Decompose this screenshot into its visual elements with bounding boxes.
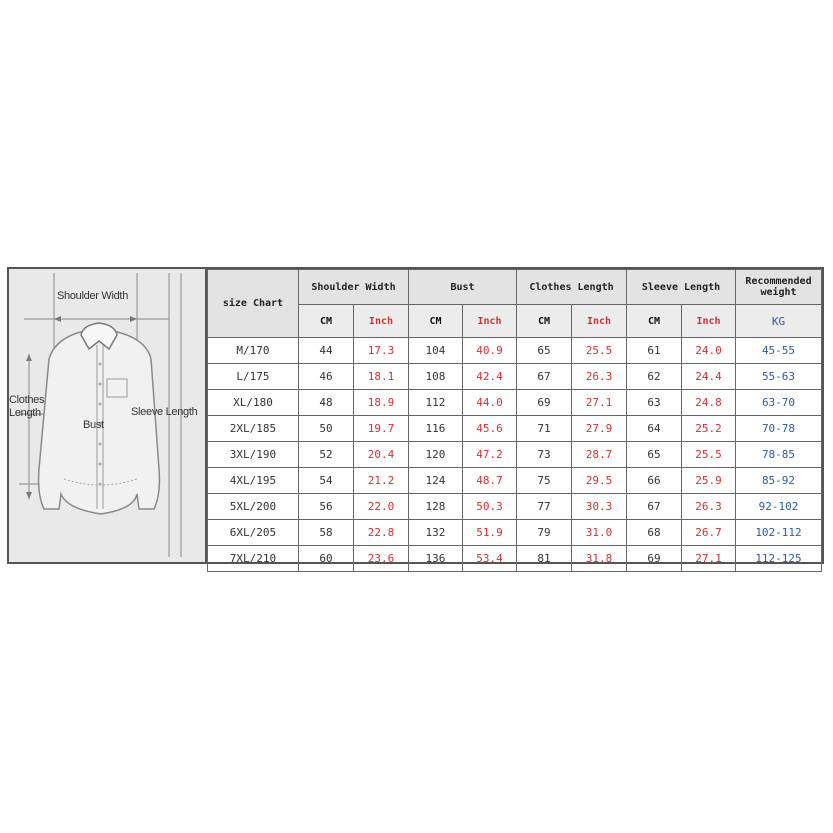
bust-inch-cell: 42.4 <box>462 364 516 390</box>
shoulder-inch-cell: 17.3 <box>353 338 408 364</box>
recommended-weight-line1: Recommended <box>745 276 812 287</box>
table-row <box>207 546 821 572</box>
sleeve-inch-cell: 26.7 <box>682 520 736 546</box>
clothes-length-label-line2: Length <box>9 407 41 419</box>
length-inch-cell: 28.7 <box>571 442 626 468</box>
shoulder-inch-cell: 21.2 <box>353 468 408 494</box>
shoulder-inch-cell: 22.8 <box>353 520 408 546</box>
length-cm-cell: 69 <box>516 390 571 416</box>
length-inch-cell: 25.5 <box>571 338 626 364</box>
table-row <box>207 390 821 416</box>
sleeve-inch-cell: 25.2 <box>682 416 736 442</box>
unit-cm-header: CM <box>627 305 682 338</box>
bust-cm-cell: 108 <box>408 364 462 390</box>
table-row <box>207 416 821 442</box>
clothes-length-label-line1: Clothes <box>9 394 45 406</box>
sleeve-inch-cell: 24.8 <box>682 390 736 416</box>
bust-inch-cell: 47.2 <box>462 442 516 468</box>
bust-cm-cell: 104 <box>408 338 462 364</box>
sleeve-cm-cell: 61 <box>627 338 682 364</box>
size-cell: XL/180 <box>207 390 298 416</box>
weight-cell: 63-70 <box>736 390 822 416</box>
length-cm-cell: 75 <box>516 468 571 494</box>
sleeve-length-label: Sleeve Length <box>131 406 198 418</box>
length-cm-cell: 81 <box>516 546 571 572</box>
unit-inch-header: Inch <box>353 305 408 338</box>
sleeve-inch-cell: 25.9 <box>682 468 736 494</box>
size-cell: L/175 <box>207 364 298 390</box>
bust-inch-cell: 45.6 <box>462 416 516 442</box>
bust-inch-cell: 44.0 <box>462 390 516 416</box>
shoulder-cm-cell: 46 <box>298 364 353 390</box>
table-row <box>207 364 821 390</box>
length-inch-cell: 26.3 <box>571 364 626 390</box>
length-inch-cell: 27.9 <box>571 416 626 442</box>
shoulder-cm-cell: 56 <box>298 494 353 520</box>
bust-label: Bust <box>83 419 104 431</box>
table-row <box>207 520 821 546</box>
shoulder-cm-cell: 60 <box>298 546 353 572</box>
weight-cell: 112-125 <box>736 546 822 572</box>
unit-cm-header: CM <box>408 305 462 338</box>
length-inch-cell: 27.1 <box>571 390 626 416</box>
bust-inch-cell: 40.9 <box>462 338 516 364</box>
shoulder-width-label: Shoulder Width <box>57 290 129 302</box>
bust-cm-cell: 124 <box>408 468 462 494</box>
sleeve-inch-cell: 27.1 <box>682 546 736 572</box>
weight-cell: 78-85 <box>736 442 822 468</box>
bust-cm-cell: 136 <box>408 546 462 572</box>
unit-cm-header: CM <box>298 305 353 338</box>
sleeve-inch-cell: 24.4 <box>682 364 736 390</box>
unit-inch-header: Inch <box>462 305 516 338</box>
recommended-weight-header <box>736 270 822 305</box>
table-row <box>207 442 821 468</box>
size-cell: 5XL/200 <box>207 494 298 520</box>
unit-kg-header: KG <box>736 305 822 338</box>
size-cell: M/170 <box>207 338 298 364</box>
unit-inch-header: Inch <box>571 305 626 338</box>
sleeve-length-header: Sleeve Length <box>627 270 736 305</box>
unit-inch-header: Inch <box>682 305 736 338</box>
size-cell: 7XL/210 <box>207 546 298 572</box>
weight-cell: 45-55 <box>736 338 822 364</box>
bust-inch-cell: 53.4 <box>462 546 516 572</box>
shoulder-cm-cell: 52 <box>298 442 353 468</box>
sleeve-inch-cell: 26.3 <box>682 494 736 520</box>
shoulder-cm-cell: 48 <box>298 390 353 416</box>
shoulder-inch-cell: 19.7 <box>353 416 408 442</box>
shoulder-inch-cell: 23.6 <box>353 546 408 572</box>
shoulder-inch-cell: 18.1 <box>353 364 408 390</box>
length-inch-cell: 31.0 <box>571 520 626 546</box>
sleeve-inch-cell: 25.5 <box>682 442 736 468</box>
size-table <box>207 269 822 572</box>
shoulder-cm-cell: 50 <box>298 416 353 442</box>
sleeve-cm-cell: 66 <box>627 468 682 494</box>
length-inch-cell: 30.3 <box>571 494 626 520</box>
length-cm-cell: 79 <box>516 520 571 546</box>
sleeve-cm-cell: 64 <box>627 416 682 442</box>
shoulder-cm-cell: 58 <box>298 520 353 546</box>
length-inch-cell: 31.8 <box>571 546 626 572</box>
weight-cell: 102-112 <box>736 520 822 546</box>
sleeve-cm-cell: 67 <box>627 494 682 520</box>
table-row <box>207 468 821 494</box>
bust-cm-cell: 120 <box>408 442 462 468</box>
bust-cm-cell: 112 <box>408 390 462 416</box>
table-row <box>207 338 821 364</box>
shoulder-cm-cell: 54 <box>298 468 353 494</box>
recommended-weight-line2: weight <box>760 287 797 298</box>
shoulder-inch-cell: 20.4 <box>353 442 408 468</box>
size-chart-header: size Chart <box>207 270 298 338</box>
length-cm-cell: 71 <box>516 416 571 442</box>
length-inch-cell: 29.5 <box>571 468 626 494</box>
table-row <box>207 494 821 520</box>
bust-header: Bust <box>408 270 516 305</box>
length-cm-cell: 73 <box>516 442 571 468</box>
bust-cm-cell: 132 <box>408 520 462 546</box>
shirt-illustration <box>9 269 207 562</box>
length-cm-cell: 77 <box>516 494 571 520</box>
size-cell: 2XL/185 <box>207 416 298 442</box>
size-cell: 6XL/205 <box>207 520 298 546</box>
weight-cell: 55-63 <box>736 364 822 390</box>
weight-cell: 85-92 <box>736 468 822 494</box>
size-cell: 4XL/195 <box>207 468 298 494</box>
sleeve-inch-cell: 24.0 <box>682 338 736 364</box>
size-rows <box>207 338 821 572</box>
bust-cm-cell: 116 <box>408 416 462 442</box>
weight-cell: 70-78 <box>736 416 822 442</box>
weight-cell: 92-102 <box>736 494 822 520</box>
shoulder-width-header: Shoulder Width <box>298 270 408 305</box>
sleeve-cm-cell: 69 <box>627 546 682 572</box>
size-chart <box>7 267 824 564</box>
length-cm-cell: 65 <box>516 338 571 364</box>
clothes-length-header: Clothes Length <box>516 270 626 305</box>
shoulder-inch-cell: 22.0 <box>353 494 408 520</box>
size-cell: 3XL/190 <box>207 442 298 468</box>
shoulder-cm-cell: 44 <box>298 338 353 364</box>
sleeve-cm-cell: 65 <box>627 442 682 468</box>
unit-cm-header: CM <box>516 305 571 338</box>
bust-inch-cell: 48.7 <box>462 468 516 494</box>
sleeve-cm-cell: 63 <box>627 390 682 416</box>
sleeve-cm-cell: 62 <box>627 364 682 390</box>
bust-cm-cell: 128 <box>408 494 462 520</box>
bust-inch-cell: 51.9 <box>462 520 516 546</box>
sleeve-cm-cell: 68 <box>627 520 682 546</box>
shoulder-inch-cell: 18.9 <box>353 390 408 416</box>
bust-inch-cell: 50.3 <box>462 494 516 520</box>
length-cm-cell: 67 <box>516 364 571 390</box>
